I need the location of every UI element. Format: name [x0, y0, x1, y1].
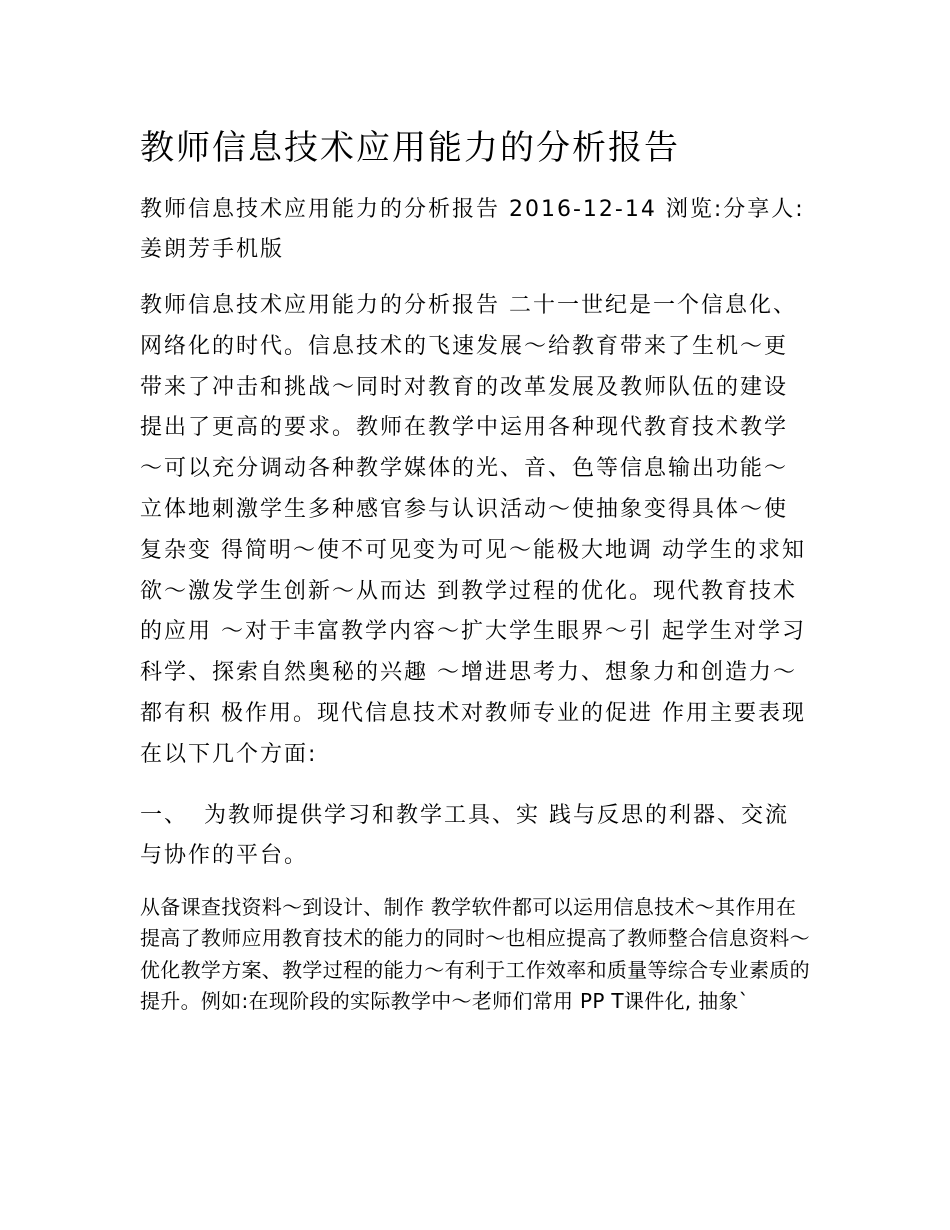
body-paragraph-section-1: 从备课查找资料～到设计、制作 教学软件都可以运用信息技术～其作用在提高了教师应用教育技术的能力的同时～也相应提高了教师整合信息资料～优化教学方案、教学过程的能力～有利于工作效率和质量等综合专业素质的提升。例如:在现阶段的实际教学中～老师们常用 PP T课件化, 抽象`: [140, 894, 810, 1014]
document-meta-line: 教师信息技术应用能力的分析报告 2016-12-14 浏览:分享人:姜朗芳手机版: [140, 197, 805, 262]
document-page: [140, 118, 810, 1018]
document-title: 教师信息技术应用能力的分析报告: [140, 128, 680, 168]
section-number: 一、: [140, 802, 189, 828]
body-paragraph-intro: 教师信息技术应用能力的分析报告 二十一世纪是一个信息化、网络化的时代。信息技术的飞速发展～给教育带来了生机～更带来了冲击和挑战～同时对教育的改革发展及教师队伍的建设提出了更高的要求。教师在教学中运用各种现代教育技术教学～可以充分调动各种教学媒体的光、音、色等信息输出功能～立体地刺激学生多种感官参与认识活动～使抽象变得具体～使复杂变 得简明～使不可见变为可见～能极大地调 动学生的求知欲～激发学生创新～从而达 到教学过程的优化。现代教育技术的应用 ～对于丰富教学内容～扩大学生眼界～引 起学生对学习科学、探索自然奥秘的兴趣 ～增进思考力、想象力和创造力～都有积 极作用。现代信息技术对教师专业的促进 作用主要表现在以下几个方面:: [140, 293, 806, 767]
section-heading-1: [140, 796, 810, 876]
section-heading-text: 为教师提供学习和教学工具、实 践与反思的利器、交流与协作的平台。: [140, 802, 789, 868]
